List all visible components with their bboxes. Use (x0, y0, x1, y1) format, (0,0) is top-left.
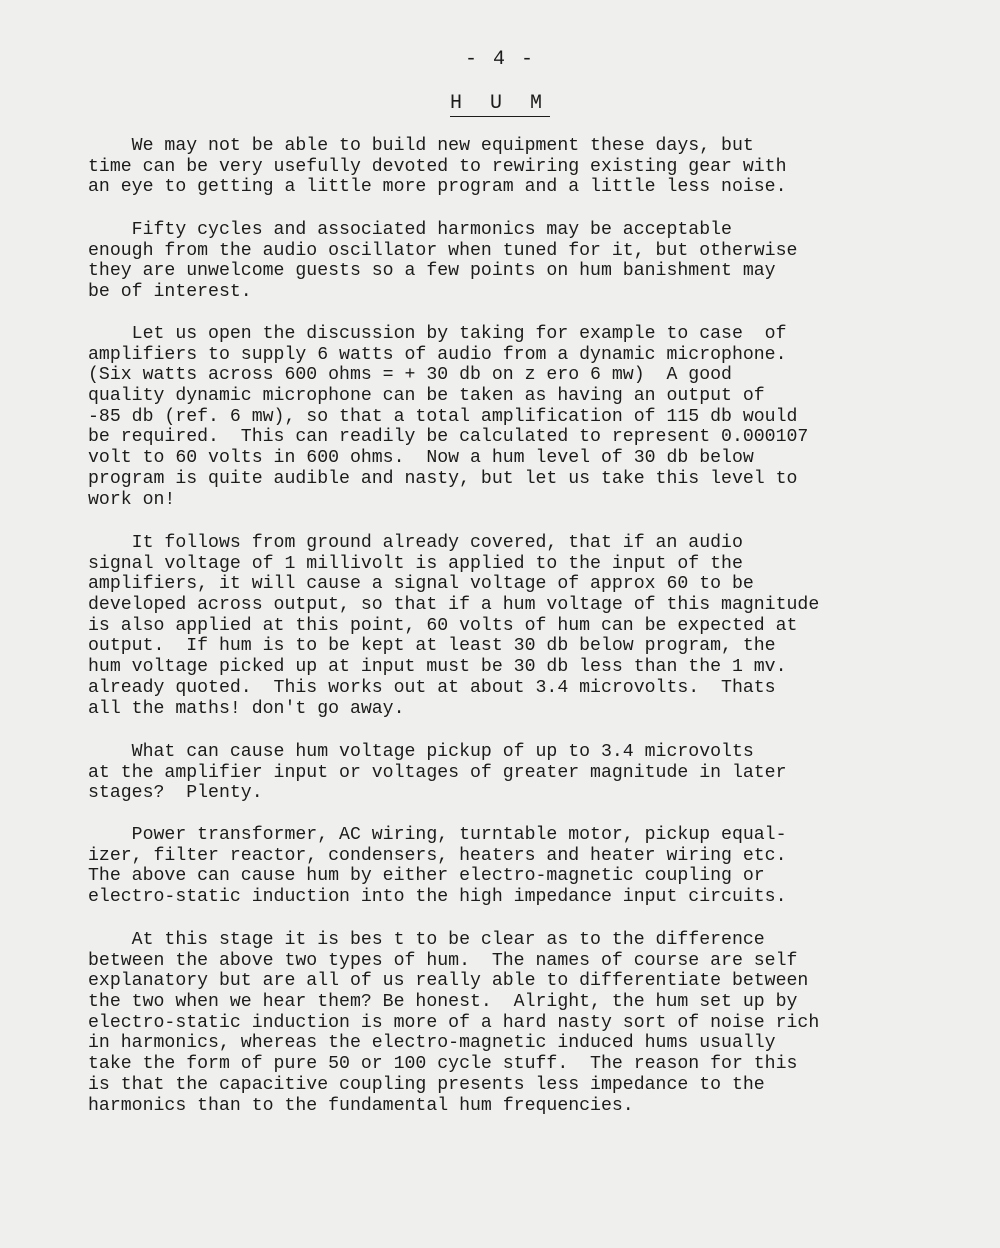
page-number: - 4 - (464, 48, 535, 71)
text-line: already quoted. This works out at about 3.4 microvolts. Thats (88, 677, 776, 698)
text-line: be required. This can readily be calculated to represent 0.000107 (88, 427, 809, 448)
text-line: izer, filter reactor, condensers, heaters and heater wiring etc. (88, 845, 787, 866)
text-line: all the maths! don't go away. (88, 698, 405, 719)
paragraph (88, 136, 968, 198)
text-line: an eye to getting a little more program and a little less noise. (88, 177, 787, 198)
text-line: between the above two types of hum. The names of course are self (88, 950, 798, 971)
text-line: enough from the audio oscillator when tuned for it, but otherwise (88, 240, 798, 261)
paragraph (88, 220, 968, 303)
text-line: take the form of pure 50 or 100 cycle stuff. The reason for this (88, 1054, 798, 1075)
text-line: amplifiers to supply 6 watts of audio from a dynamic microphone. (88, 344, 787, 365)
text-line: What can cause hum voltage pickup of up to 3.4 microvolts (88, 742, 754, 762)
text-line: developed across output, so that if a hum voltage of this magnitude (88, 595, 820, 616)
text-line: signal voltage of 1 millivolt is applied to the input of the (88, 553, 743, 574)
paragraph (88, 324, 968, 510)
text-line: the two when we hear them? Be honest. Alright, the hum set up by (88, 992, 798, 1013)
text-line: hum voltage picked up at input must be 30 db less than the 1 mv. (88, 657, 787, 678)
text-line: is that the capacitive coupling presents less impedance to the (88, 1074, 765, 1095)
text-line: It follows from ground already covered, that if an audio (88, 533, 743, 553)
text-line: at the amplifier input or voltages of greater magnitude in later (88, 762, 787, 783)
text-line: stages? Plenty. (88, 783, 263, 804)
text-line: program is quite audible and nasty, but let us take this level to (88, 468, 798, 489)
text-line: they are unwelcome guests so a few points on hum banishment may (88, 261, 776, 282)
text-line: in harmonics, whereas the electro-magnetic induced hums usually (88, 1033, 776, 1054)
text-line: Power transformer, AC wiring, turntable motor, pickup equal- (88, 825, 787, 845)
paragraph (88, 533, 968, 719)
text-line: amplifiers, it will cause a signal voltage of approx 60 to be (88, 574, 754, 595)
text-line: (Six watts across 600 ohms = + 30 db on z ero 6 mw) A good (88, 365, 732, 386)
text-line: work on! (88, 489, 176, 510)
text-line: is also applied at this point, 60 volts of hum can be expected at (88, 615, 798, 636)
text-line: be of interest. (88, 282, 252, 303)
text-line: explanatory but are all of us really able to differentiate between (88, 971, 809, 992)
text-line: The above can cause hum by either electro-magnetic coupling or (88, 866, 765, 887)
text-line: -85 db (ref. 6 mw), so that a total amplification of 115 db would (88, 406, 798, 427)
text-line: Fifty cycles and associated harmonics may be acceptable (88, 220, 732, 240)
text-line: electro-static induction into the high impedance input circuits. (88, 887, 787, 908)
text-line: We may not be able to build new equipment these days, but (88, 136, 754, 156)
text-line: Let us open the discussion by taking for example to case of (88, 324, 787, 344)
paragraph (88, 930, 968, 1116)
paragraph (88, 742, 968, 804)
text-line: time can be very usefully devoted to rewiring existing gear with (88, 156, 787, 177)
page-title: H U M (449, 92, 550, 115)
text-line: At this stage it is bes t to be clear as to the difference (88, 930, 765, 950)
paragraph (88, 825, 968, 908)
text-line: electro-static induction is more of a hard nasty sort of noise rich (88, 1012, 820, 1033)
text-line: output. If hum is to be kept at least 30 db below program, the (88, 636, 776, 657)
text-line: quality dynamic microphone can be taken as having an output of (88, 386, 765, 407)
text-line: harmonics than to the fundamental hum frequencies. (88, 1095, 634, 1116)
text-line: volt to 60 volts in 600 ohms. Now a hum level of 30 db below (88, 448, 754, 469)
